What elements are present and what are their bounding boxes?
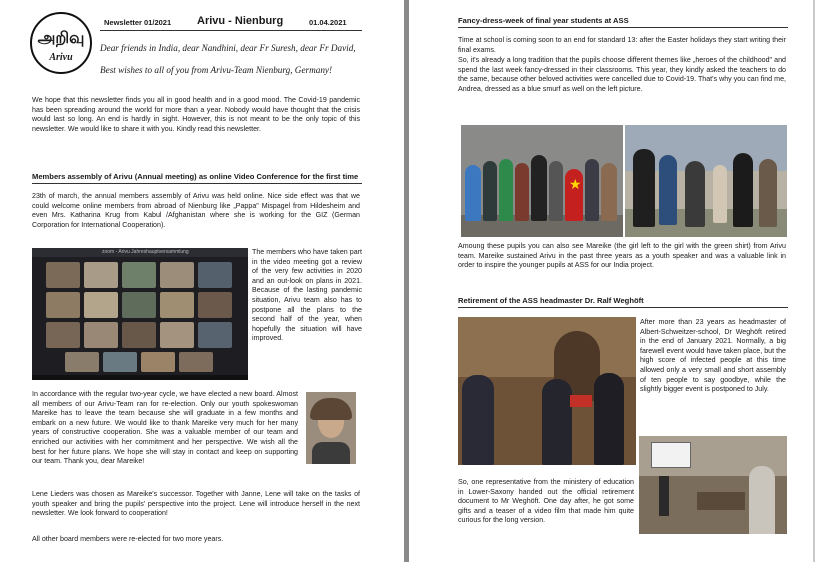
newsletter-title: Arivu - Nienburg <box>197 15 284 27</box>
members-paragraph-1: 23th of march, the annual members assembly of Arivu was held online. Nice side effect was that we could welcome online members from abroad of Nienburg like „Pappa" Mispagel from Hildesheim and even Mrs. Katharina Krug from Kabul /Afghanistan where she is working for the GIZ (German Corporation for International Cooperation). <box>32 192 360 229</box>
retirement-ceremony-photo <box>458 317 636 465</box>
fancy-dress-heading: Fancy-dress-week of final year students at ASS <box>458 16 629 25</box>
board-paragraph-2: Lene Lieders was chosen as Mareike's successor. Together with Janne, Lene will take on the tasks of youth speaker and bring the pupils' perspective into the project. Lene will introduce herself in the next newsletter. We look forward to cooperation! <box>32 490 360 518</box>
retirement-heading: Retirement of the ASS headmaster Dr. Ralf Weghöft <box>458 296 644 305</box>
fancy-dress-group-photo: ★ <box>461 125 623 237</box>
right-page <box>409 0 813 562</box>
intro-paragraph: We hope that this newsletter finds you all in good health and in a good mood. The Covid-19 pandemic has been spreading around the world for more than a year. Nobody would have thought that the crisis would last so long. An end is hardly in sight. However, this is not meant to be the only topic of this newsletter. We would like to share it with you. Kindly read this newsletter. <box>32 96 360 133</box>
video-window-title: zoom - Arivu Jahreshauptversammlung <box>32 248 248 257</box>
logo-tamil-text: அறிவு <box>37 28 85 47</box>
retirement-paragraph-1: After more than 23 years as headmaster of Albert-Schweitzer-school, Dr Weghöft retired in the end of January 2021. Normally, a big farewell event would have taken place, but the high score of infected people at this time allowed only a very small and short assembly of ten people to say goodbye, while the slightly bigger event is postponed to July. <box>640 318 786 394</box>
header-rule <box>100 30 362 31</box>
left-page <box>0 0 404 562</box>
teachers-costume-photo <box>625 125 787 237</box>
members-paragraph-2: The members who have taken part in the video meeting got a review of the very few activities in 2020 and an out-look on plans in 2021. Because of the lasting pandemic situation, Arivu team also has to postpone all the plans to the second half of the year, when hopefully the situation will have improved. <box>252 248 362 343</box>
greeting-line-2: Best wishes to all of you from Arivu-Team Nienburg, Germany! <box>100 65 333 75</box>
members-heading-rule <box>32 183 362 184</box>
video-presentation-photo <box>639 436 787 534</box>
newsletter-date: 01.04.2021 <box>309 18 347 27</box>
fancy-paragraph-3: Amoung these pupils you can also see Mareike (the girl left to the girl with the green shirt) from Arivu team. Mareike sustained Arivu in the past three years as a youth speaker and was a valuable link in order to inspire the younger pupils at ASS for our India project. <box>458 242 786 270</box>
greeting-line-1: Dear friends in India, dear Nandhini, dear Fr Suresh, dear Fr David, <box>100 43 356 53</box>
mareike-portrait-photo <box>306 392 356 464</box>
fancy-paragraph-1: Time at school is coming soon to an end for standard 13: after the Easter holidays they start writing their final exams. <box>458 36 786 54</box>
newsletter-number: Newsletter 01/2021 <box>104 18 172 27</box>
arivu-logo <box>30 12 92 74</box>
members-assembly-heading: Members assembly of Arivu (Annual meeting) as online Video Conference for the first time <box>32 172 359 181</box>
retirement-paragraph-2: So, one representative from the ministery of education in Lower-Saxony handed out the official retirement document to Mr Weghöft. One day after, he got some gifts and a teaser of a video film that made him quite curious for the long version. <box>458 478 634 525</box>
fancy-heading-rule <box>458 27 788 28</box>
video-conference-screenshot <box>32 248 248 380</box>
board-paragraph-1: In accordance with the regular two-year cycle, we have elected a new board. Almost all members of our Arivu-Team ran for re-election. Only our youth spokeswoman Mareike has to leave the team because she will graduate in a few months and embark on a new future. We would like to thank Mareike very much for her many years of constructive cooperation. She was a valuable member of our team and enriched our activities with her commitment and her perspective. We wish all the best for her future plans. We hope she will stay in contact and keep on supporting our team. Thank you, dear Mareike! <box>32 390 298 466</box>
retirement-heading-rule <box>458 307 788 308</box>
fancy-paragraph-2: So, it's already a long tradition that the pupils choose different themes like „heroes of the childhood" and spend the last week fancy-dressed in their classrooms. This year, they kindly asked the teachers to do the same, because other beloved activities were cancelled due to Covid-19. That's why you can find me, Andrea, dressed as a blue smurf as well on the left picture. <box>458 56 786 93</box>
board-paragraph-3: All other board members were re-elected for two more years. <box>32 535 224 543</box>
logo-latin-text: Arivu <box>49 52 73 63</box>
